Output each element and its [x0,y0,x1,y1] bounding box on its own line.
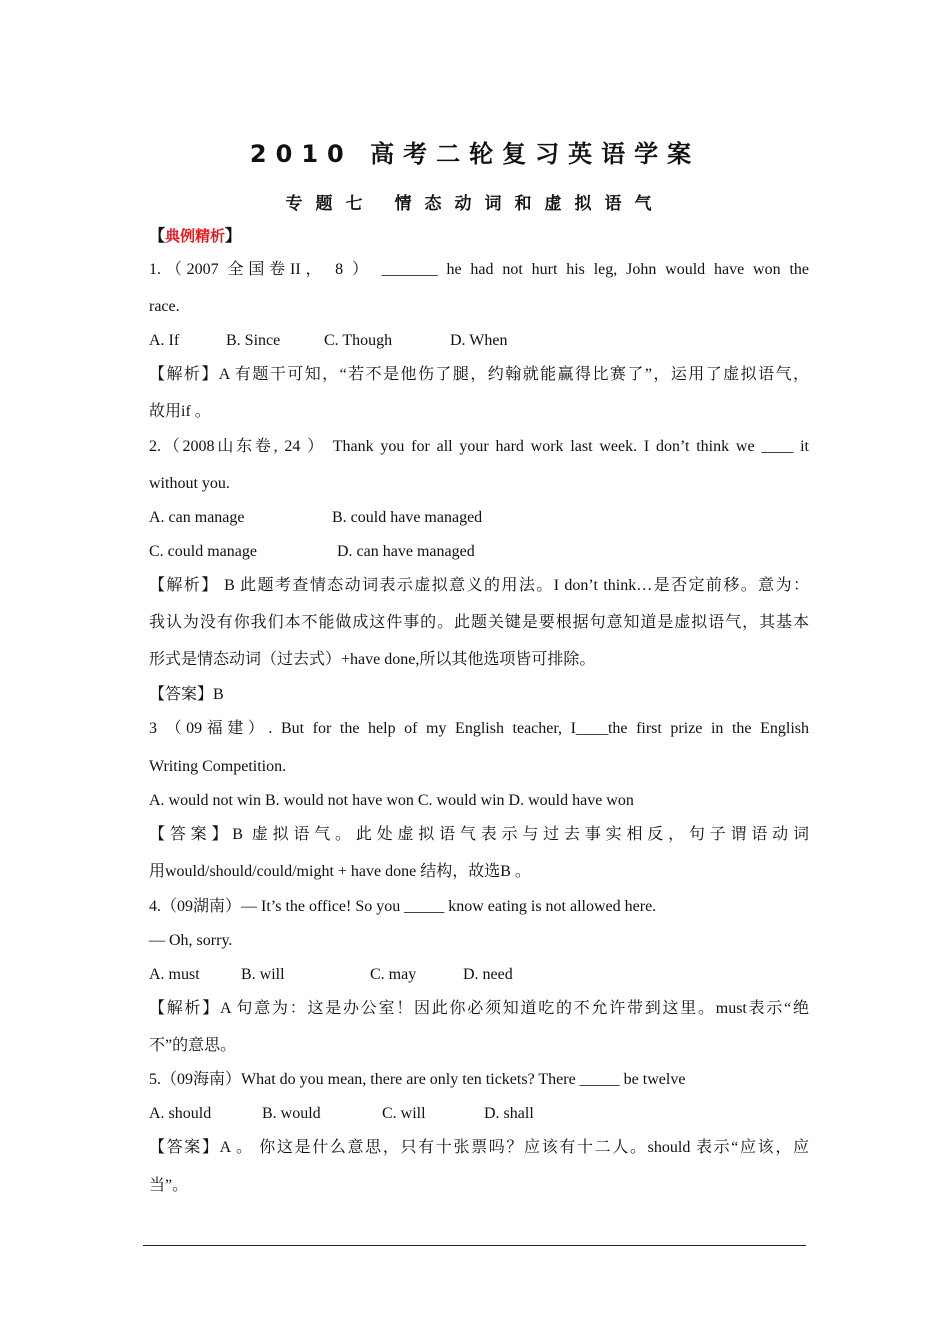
option-a: A. If [149,332,180,349]
question-4-analysis: 【解析】A 句意为：这是办公室！因此你必须知道吃的不允许带到这里。must表示“绝 [149,1000,809,1017]
question-2-stem: 2.（2008山东卷, 24 ） Thank you for all your hard work last week. I don’t think we ____ it [149,438,809,455]
option-a: A. can manage [149,509,245,526]
option-c: C. could manage [149,543,257,560]
option-c: C. may [370,966,417,983]
page-title: 2010 高考二轮复习英语学案 [249,140,701,168]
option-d: D. need [463,966,513,983]
option-a: A. must [149,966,200,983]
option-b: B. would [262,1105,321,1122]
section-label: 典例精析 [165,227,226,245]
question-2-answer: 【答案】B [149,686,224,703]
question-2-analysis-cont: 我认为没有你我们本不能做成这件事的。此题关键是要根据句意知道是虚拟语气，其基本 [149,614,809,631]
option-b: B. will [241,966,285,983]
question-3-stem: 3 （09福建）. But for the help of my English teacher, I____the first prize in the English [149,720,809,737]
option-c: C. will [382,1105,426,1122]
question-1-stem-cont: race. [149,298,180,315]
question-1-stem: 1.（2007 全国卷II， 8 ） _______ he had not hurt his leg, John would have won the [149,261,809,278]
question-4-options [149,965,809,985]
question-2-stem-cont: without you. [149,475,230,492]
question-2-options-row2 [149,542,809,562]
option-a: A. should [149,1105,212,1122]
question-5-stem: 5.（09海南）What do you mean, there are only ten tickets? There _____ be twelve [149,1071,686,1088]
page-subtitle: 专题七 情态动词和虚拟语气 [285,194,665,214]
question-4-stem: 4.（09湖南）— It’s the office! So you _____ know eating is not allowed here. [149,898,657,915]
question-4-stem-cont: — Oh, sorry. [149,932,233,949]
question-4-analysis-cont: 不”的意思。 [149,1037,237,1054]
section-bracket-close: 】 [225,228,242,245]
question-5-options [149,1104,809,1124]
option-b: B. could have managed [332,509,483,526]
question-1-analysis: 【解析】A 有题干可知，“若不是他伤了腿，约翰就能赢得比赛了”，运用了虚拟语气， [149,366,809,383]
question-3-answer: 【答案】B 虚拟语气。此处虚拟语气表示与过去事实相反，句子谓语动词 [149,826,809,843]
option-d: D. can have managed [337,543,475,560]
question-3-answer-cont: 用would/should/could/might + have done 结构，故选B 。 [149,863,531,880]
question-3-stem-cont: Writing Competition. [149,758,287,775]
section-heading [149,226,809,247]
question-5-answer-cont: 当”。 [149,1177,189,1194]
footer-divider [143,1245,806,1246]
question-1-options [149,331,809,351]
option-b: B. Since [226,332,281,349]
option-d: D. When [450,332,508,349]
question-2-analysis-cont2: 形式是情态动词（过去式）+have done,所以其他选项皆可排除。 [149,651,596,668]
option-d: D. shall [484,1105,534,1122]
option-c: C. Though [324,332,393,349]
question-2-options-row1 [149,508,809,528]
question-2-analysis: 【解析】 B 此题考查情态动词表示虚拟意义的用法。I don’t think…是否定前移。意为： [149,577,809,594]
question-1-analysis-cont: 故用if 。 [149,403,211,420]
section-bracket-open: 【 [149,228,166,245]
question-5-answer: 【答案】A 。 你这是什么意思，只有十张票吗？应该有十二人。should 表示“应该，应 [149,1139,809,1156]
question-3-options: A. would not win B. would not have won C. would win D. would have won [149,792,634,809]
